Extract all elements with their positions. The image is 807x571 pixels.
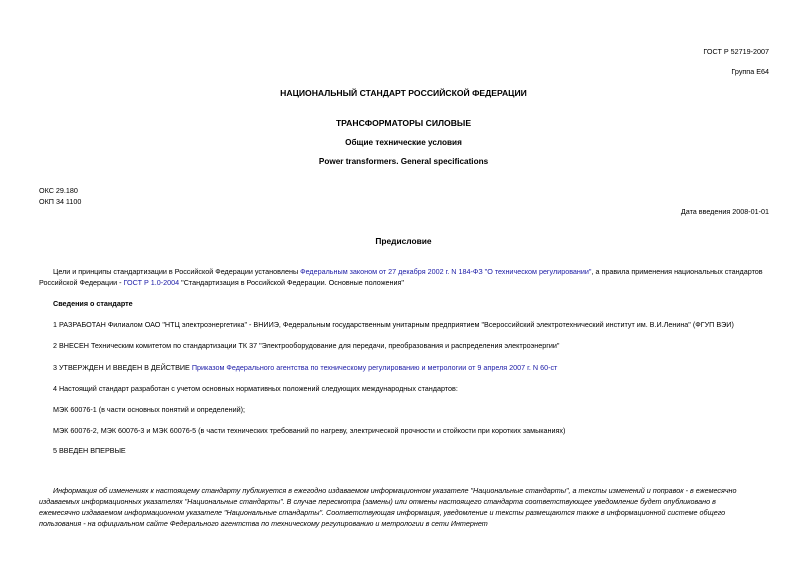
- notice-line3: ежемесячно издаваемом информационном указателе "Национальные стандарты". Соответствующая информация, уведомление и тексты размещаются также в информационной системе общего: [39, 508, 726, 517]
- item-approved: [53, 362, 557, 373]
- gost-r-1-0-2004-link[interactable]: ГОСТ Р 1.0-2004: [123, 278, 180, 287]
- item-developed-by: 1 РАЗРАБОТАН Филиалом ОАО "НТЦ электроэнергетика" - ВНИИЭ, Федеральным государственным унитарным предприятием "Всероссийский электротехнический институт им. В.И.Ленина" (ФГУП ВЭИ): [53, 320, 734, 329]
- paragraph-text: , а правила применения национальных стандартов: [591, 267, 763, 276]
- document-group: Группа Е64: [731, 67, 769, 76]
- paragraph-text: Цели и принципы стандартизации в Российской Федерации установлены: [53, 267, 301, 276]
- paragraph-text: 3 УТВЕРЖДЕН И ВВЕДЕН В ДЕЙСТВИЕ: [53, 363, 192, 372]
- item-international-standards: 4 Настоящий стандарт разработан с учетом основных нормативных положений следующих международных стандартов:: [53, 384, 458, 393]
- notice-line2: издаваемых информационных указателях "Национальные стандарты". В случае пересмотра (замены) или отмены настоящего стандарта соответствующее уведомление будет опубликовано в: [39, 497, 716, 506]
- notice-line1: Информация об изменениях к настоящему стандарту публикуется в ежегодно издаваемом информационном указателе "Национальные стандарты", а тексты изменений и поправок - в ежемесячно: [53, 486, 737, 495]
- okp-code: ОКП 34 1100: [39, 197, 82, 206]
- document-title: ТРАНСФОРМАТОРЫ СИЛОВЫЕ: [335, 118, 472, 128]
- notice-line4: пользования - на официальном сайте Федерального агентства по техническому регулированию и метрологии в сети Интернет: [39, 519, 488, 528]
- item-iec-60076-2-3-5: МЭК 60076-2, МЭК 60076-3 и МЭК 60076-5 (в части технических требований по нагреву, электрической прочности и стойкости при коротких замыканиях): [53, 426, 566, 435]
- item-submitted-by: 2 ВНЕСЕН Техническим комитетом по стандартизации ТК 37 "Электрооборудование для передачи, преобразования и распределения электроэнергии": [53, 341, 560, 350]
- introduction-date: Дата введения 2008-01-01: [680, 207, 769, 216]
- foreword-heading: Предисловие: [375, 236, 432, 246]
- document-subtitle: Общие технические условия: [345, 138, 462, 147]
- item-iec-60076-1: МЭК 60076-1 (в части основных понятий и определений);: [53, 405, 246, 414]
- paragraph-text: "Стандартизация в Российской Федерации. Основные положения": [179, 278, 404, 287]
- document-english-title: Power transformers. General specifications: [318, 157, 489, 166]
- foreword-paragraph-line1: [53, 266, 763, 277]
- federal-law-link[interactable]: Федеральным законом от 27 декабря 2002 г. N 184-ФЗ "О техническом регулировании": [300, 267, 592, 276]
- order-link[interactable]: Приказом Федерального агентства по техническому регулированию и метрологии от 9 апреля 2007 г. N 60-ст: [191, 363, 558, 372]
- oks-code: ОКС 29.180: [39, 186, 78, 195]
- standard-info-heading: Сведения о стандарте: [53, 299, 133, 308]
- paragraph-text: Российской Федерации -: [39, 278, 124, 287]
- document-code: ГОСТ Р 52719-2007: [703, 47, 769, 56]
- item-introduced-first: 5 ВВЕДЕН ВПЕРВЫЕ: [53, 446, 126, 455]
- national-standard-title: НАЦИОНАЛЬНЫЙ СТАНДАРТ РОССИЙСКОЙ ФЕДЕРАЦИИ: [280, 88, 527, 98]
- foreword-paragraph-line2: [39, 277, 404, 288]
